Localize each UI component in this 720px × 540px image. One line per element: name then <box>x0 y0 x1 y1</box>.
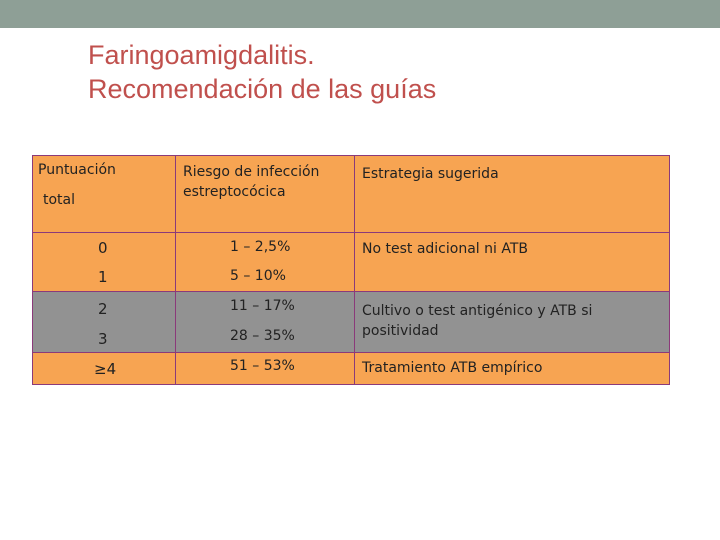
risk-value: 1 – 2,5% <box>230 239 291 255</box>
table-row <box>33 233 670 292</box>
table-row <box>33 353 670 385</box>
top-bar <box>0 0 720 28</box>
risk-value: 5 – 10% <box>230 268 286 284</box>
risk-cell <box>176 233 355 292</box>
strategy-cell <box>355 233 670 292</box>
score-value: 2 <box>98 300 108 318</box>
header-risk-text: Riesgo de infección estreptocócica <box>183 164 320 200</box>
slide-title <box>88 38 688 106</box>
header-strategy-text: Estrategia sugerida <box>362 166 499 182</box>
header-score <box>33 156 176 233</box>
score-cell <box>33 353 176 385</box>
strategy-cell <box>355 292 670 353</box>
score-value: 3 <box>98 330 108 348</box>
score-cell <box>33 233 176 292</box>
risk-value: 11 – 17% <box>230 298 295 314</box>
strategy-cell <box>355 353 670 385</box>
score-value: ≥4 <box>94 360 117 378</box>
strategy-text: No test adicional ni ATB <box>362 241 528 257</box>
risk-cell <box>176 292 355 353</box>
header-strategy <box>355 156 670 233</box>
recommendation-table <box>32 155 670 385</box>
title-line-1: Faringoamigdalitis. <box>88 40 315 70</box>
table-header-row <box>33 156 670 233</box>
risk-value: 51 – 53% <box>230 358 295 374</box>
risk-cell <box>176 353 355 385</box>
score-cell <box>33 292 176 353</box>
title-line-2: Recomendación de las guías <box>88 74 437 104</box>
strategy-text: Tratamiento ATB empírico <box>362 360 543 376</box>
table-row <box>33 292 670 353</box>
header-score-line1: Puntuación <box>38 162 116 178</box>
strategy-text: Cultivo o test antigénico y ATB si positividad <box>362 303 593 339</box>
risk-value: 28 – 35% <box>230 328 295 344</box>
header-risk <box>176 156 355 233</box>
score-value: 0 <box>98 239 108 257</box>
header-score-line2: total <box>43 192 76 208</box>
score-value: 1 <box>98 268 108 286</box>
